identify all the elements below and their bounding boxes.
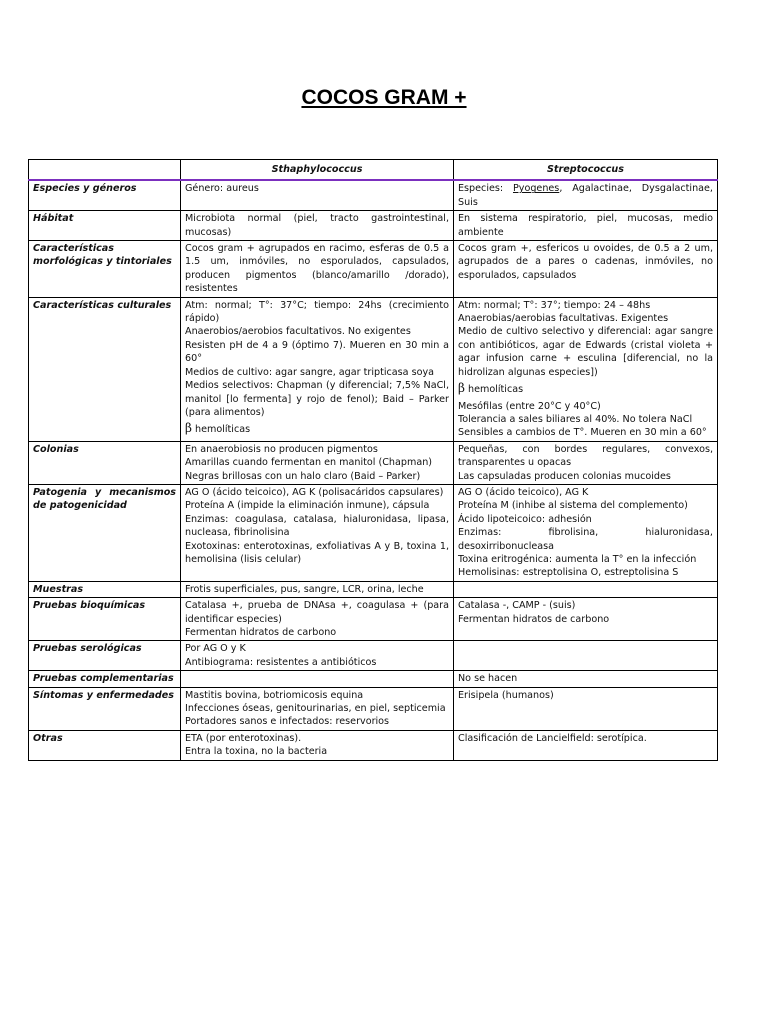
strep-line: Las capsuladas producen colonias mucoides bbox=[458, 470, 671, 482]
strep-line: Atm: normal; T°: 37°; tiempo: 24 – 48hs bbox=[458, 299, 651, 311]
staphylococcus-cell bbox=[181, 581, 454, 597]
table-row bbox=[29, 641, 718, 671]
row-label: Otras bbox=[29, 730, 181, 760]
staph-line: Proteína A (impide la eliminación inmune), cápsula bbox=[185, 500, 430, 512]
strep-line: Clasificación de Lancielfield: serotípica. bbox=[458, 732, 647, 744]
strep-line: Ácido lipoteicoico: adhesión bbox=[458, 513, 592, 525]
table-row bbox=[29, 484, 718, 581]
staph-line: Antibiograma: resistentes a antibióticos bbox=[185, 656, 377, 668]
streptococcus-cell bbox=[454, 581, 718, 597]
staph-line: En anaerobiosis no producen pigmentos bbox=[185, 443, 378, 455]
streptococcus-cell bbox=[454, 687, 718, 730]
staph-line: Atm: normal; T°: 37°C; tiempo: 24hs (crecimiento rápido) bbox=[185, 299, 449, 325]
strep-line: Erisipela (humanos) bbox=[458, 689, 554, 701]
staph-line: AG O (ácido teicoico), AG K (polisacáridos capsulares) bbox=[185, 486, 444, 498]
comparison-table bbox=[28, 159, 718, 761]
staph-line: Mastitis bovina, botriomicosis equina bbox=[185, 689, 364, 701]
beta-symbol: β bbox=[458, 381, 465, 396]
staph-line: Por AG O y K bbox=[185, 643, 246, 655]
row-label: Características morfológicas y tintoriales bbox=[29, 241, 181, 298]
strep-line: Hemolisinas: estreptolisina O, estreptolisina S bbox=[458, 567, 679, 579]
strep-line: No se hacen bbox=[458, 673, 518, 685]
strep-line: Catalasa -, CAMP - (suis) bbox=[458, 600, 576, 612]
table-row bbox=[29, 241, 718, 298]
strep-line: Mesófilas (entre 20°C y 40°C) bbox=[458, 400, 601, 412]
strep-underlined-species: Pyogenes bbox=[513, 183, 560, 195]
strep-suffix: , Agalactinae, Dysgalactinae, Suis bbox=[458, 183, 713, 208]
staph-line: Medios selectivos: Chapman (y diferencial; 7,5% NaCl, manitol [lo fermenta] y rojo de fenol); Baid – Parker (para alimentos) bbox=[185, 380, 449, 418]
strep-line: Toxina eritrogénica: aumenta la T° en la infección bbox=[458, 553, 697, 565]
row-label: Hábitat bbox=[29, 211, 181, 241]
staphylococcus-cell bbox=[181, 641, 454, 671]
staph-line: Portadores sanos e infectados: reservorios bbox=[185, 716, 390, 728]
table-row bbox=[29, 671, 718, 687]
streptococcus-cell bbox=[454, 484, 718, 581]
staph-line: Microbiota normal (piel, tracto gastrointestinal, mucosas) bbox=[185, 213, 449, 238]
row-label: Síntomas y enfermedades bbox=[29, 687, 181, 730]
table-row bbox=[29, 598, 718, 641]
staph-line: Género: aureus bbox=[185, 183, 259, 195]
strep-line: Medio de cultivo selectivo y diferencial: agar sangre con antibióticos, agar de Edwards (cristal violeta + agar infusion carne + esculina [diferencial, no la hidrolizan algunas especies]) bbox=[458, 326, 713, 378]
streptococcus-cell bbox=[454, 730, 718, 760]
row-label: Características culturales bbox=[29, 297, 181, 441]
staphylococcus-cell bbox=[181, 241, 454, 298]
staph-line: Anaerobios/aerobios facultativos. No exigentes bbox=[185, 326, 411, 338]
staph-line: Amarillas cuando fermentan en manitol (Chapman) bbox=[185, 457, 433, 469]
table-row bbox=[29, 730, 718, 760]
streptococcus-cell bbox=[454, 641, 718, 671]
strep-prefix: Especies: bbox=[458, 183, 513, 195]
staph-line: Entra la toxina, no la bacteria bbox=[185, 746, 328, 758]
streptococcus-cell bbox=[454, 241, 718, 298]
beta-text: hemolíticas bbox=[464, 384, 524, 396]
header-blank bbox=[29, 160, 181, 181]
staph-line: Frotis superficiales, pus, sangre, LCR, orina, leche bbox=[185, 583, 424, 595]
streptococcus-cell bbox=[454, 297, 718, 441]
header-streptococcus: Streptococcus bbox=[454, 160, 718, 181]
table-row bbox=[29, 180, 718, 210]
beta-hemolysis-line bbox=[185, 422, 449, 436]
row-label: Patogenia y mecanismos de patogenicidad bbox=[29, 484, 181, 581]
row-label: Pruebas bioquímicas bbox=[29, 598, 181, 641]
strep-line: Proteína M (inhibe al sistema del complemento) bbox=[458, 500, 688, 512]
staphylococcus-cell bbox=[181, 211, 454, 241]
row-label: Colonias bbox=[29, 441, 181, 484]
staphylococcus-cell bbox=[181, 598, 454, 641]
staph-line: Exotoxinas: enterotoxinas, exfoliativas A y B, toxina 1, hemolisina (lisis celular) bbox=[185, 540, 449, 565]
strep-line: Anaerobias/aerobias facultativas. Exigentes bbox=[458, 313, 669, 325]
strep-line: Pequeñas, con bordes regulares, convexos, transparentes u opacas bbox=[458, 443, 713, 469]
staph-line: ETA (por enterotoxinas). bbox=[185, 732, 302, 744]
beta-text: hemolíticas bbox=[191, 424, 251, 436]
streptococcus-cell bbox=[454, 441, 718, 484]
staph-line: Enzimas: coagulasa, catalasa, hialuronidasa, lipasa, nucleasa, fibrinolisina bbox=[185, 513, 449, 539]
streptococcus-cell bbox=[454, 598, 718, 641]
row-label: Muestras bbox=[29, 581, 181, 597]
table-body bbox=[29, 180, 718, 760]
table-row bbox=[29, 581, 718, 597]
strep-line bbox=[458, 182, 713, 209]
streptococcus-cell bbox=[454, 211, 718, 241]
strep-line: Sensibles a cambios de T°. Mueren en 30 min a 60° bbox=[458, 427, 707, 439]
table-row bbox=[29, 211, 718, 241]
strep-line: AG O (ácido teicoico), AG K bbox=[458, 486, 589, 498]
staph-line: Cocos gram + agrupados en racimo, esferas de 0.5 a 1.5 um, inmóviles, no esporulados, capsulados, producen pigmentos (blanco/amarillo /dorado), resistentes bbox=[185, 243, 449, 295]
beta-hemolysis-line bbox=[458, 382, 713, 396]
staph-line: Catalasa +, prueba de DNAsa +, coagulasa + (para identificar especies) bbox=[185, 600, 449, 625]
staphylococcus-cell bbox=[181, 484, 454, 581]
staph-line: Negras brillosas con un halo claro (Baid – Parker) bbox=[185, 470, 421, 482]
row-label: Pruebas complementarias bbox=[29, 671, 181, 687]
staph-line: Fermentan hidratos de carbono bbox=[185, 627, 337, 638]
staphylococcus-cell bbox=[181, 687, 454, 730]
page-title: COCOS GRAM + bbox=[301, 86, 467, 109]
staph-line: Resisten pH de 4 a 9 (óptimo 7). Mueren en 30 min a 60° bbox=[185, 339, 449, 365]
strep-line: Tolerancia a sales biliares al 40%. No tolera NaCl bbox=[458, 413, 693, 425]
staphylococcus-cell bbox=[181, 671, 454, 687]
table-row bbox=[29, 687, 718, 730]
beta-symbol: β bbox=[185, 421, 192, 436]
staphylococcus-cell bbox=[181, 180, 454, 210]
strep-line: Enzimas: fibrolisina, hialuronidasa, desoxirribonucleasa bbox=[458, 527, 713, 552]
staph-line: Medios de cultivo: agar sangre, agar tripticasa soya bbox=[185, 366, 435, 378]
strep-line: Cocos gram +, esfericos u ovoides, de 0.5 a 2 um, agrupados de a pares o cadenas, inmóviles, no esporulados, capsulados bbox=[458, 243, 713, 281]
staphylococcus-cell bbox=[181, 441, 454, 484]
strep-line: En sistema respiratorio, piel, mucosas, medio ambiente bbox=[458, 213, 713, 238]
table-header-row bbox=[29, 160, 718, 181]
staph-line: Infecciones óseas, genitourinarias, en piel, septicemia bbox=[185, 703, 446, 715]
streptococcus-cell bbox=[454, 180, 718, 210]
table-row bbox=[29, 441, 718, 484]
header-staphylococcus: Sthaphylococcus bbox=[181, 160, 454, 181]
staphylococcus-cell bbox=[181, 297, 454, 441]
table-row bbox=[29, 297, 718, 441]
staphylococcus-cell bbox=[181, 730, 454, 760]
streptococcus-cell bbox=[454, 671, 718, 687]
strep-line: Fermentan hidratos de carbono bbox=[458, 613, 610, 625]
row-label: Especies y géneros bbox=[29, 180, 181, 210]
row-label: Pruebas serológicas bbox=[29, 641, 181, 671]
